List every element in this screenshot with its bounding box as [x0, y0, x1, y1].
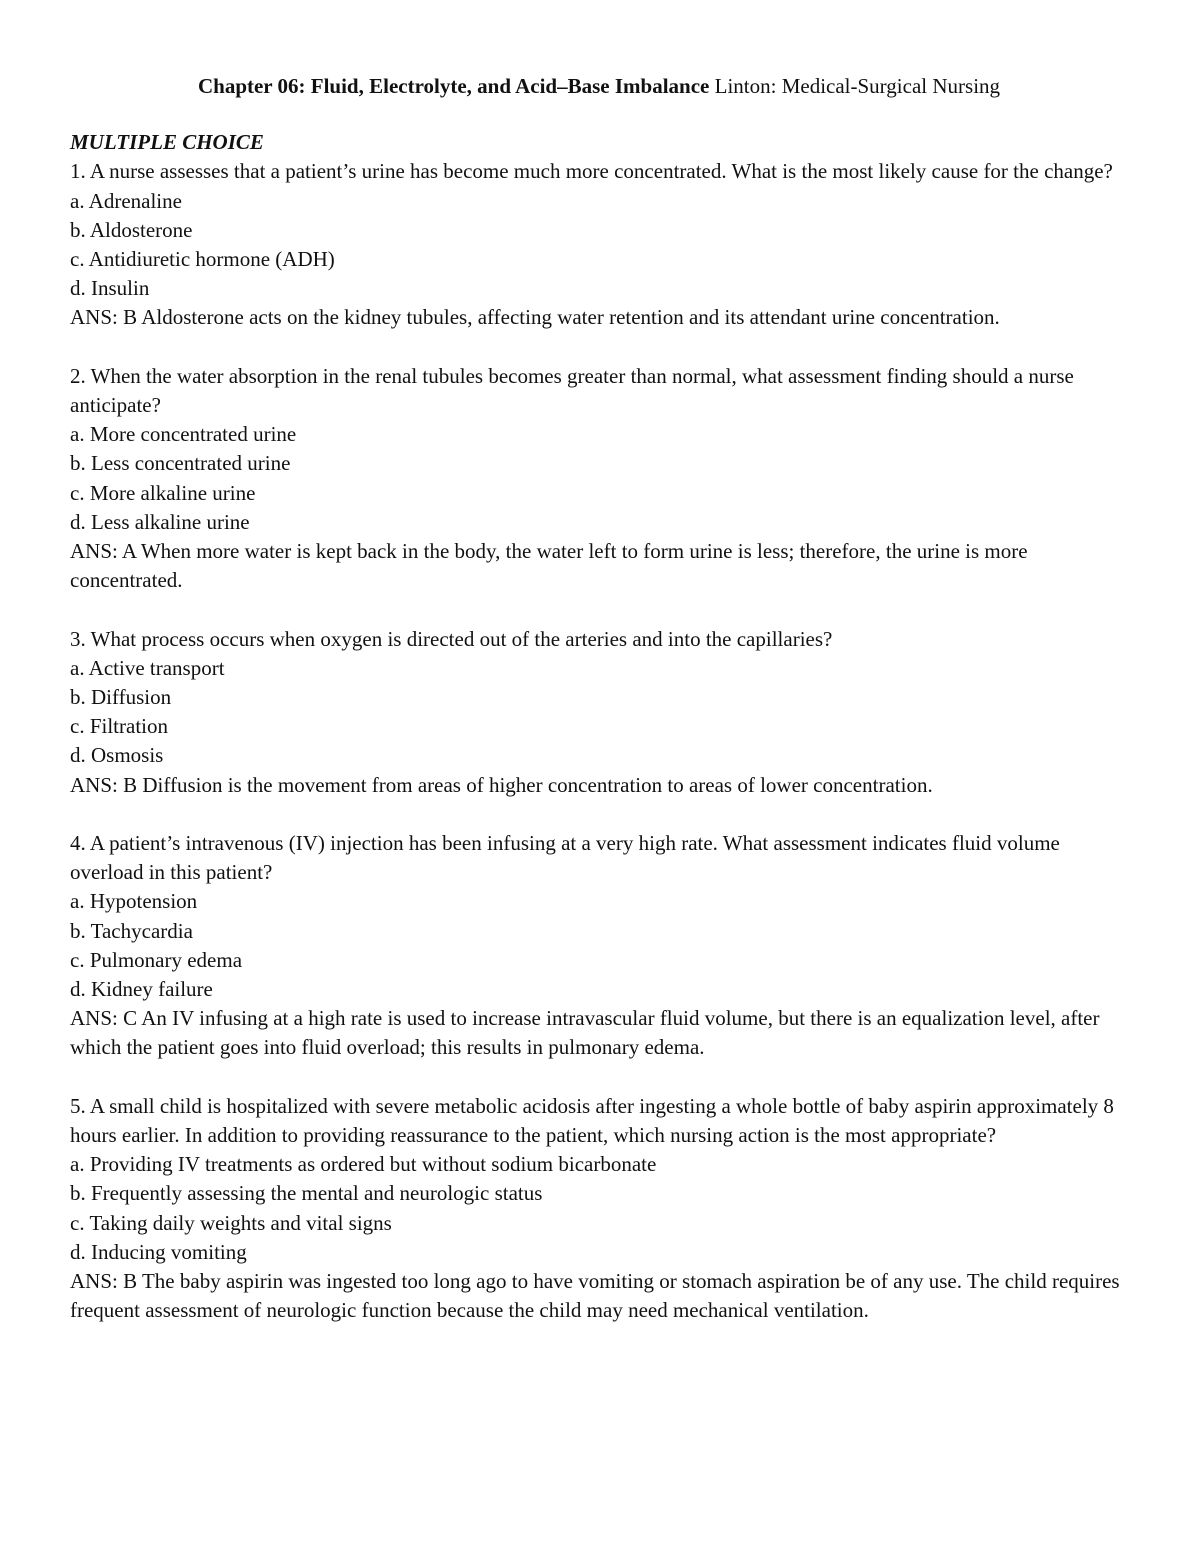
answer-options — [70, 654, 1128, 771]
option-b: b. Less concentrated urine — [70, 451, 291, 476]
option-a: a. Active transport — [70, 655, 225, 680]
option-c: c. Antidiuretic hormone (ADH) — [70, 247, 335, 272]
option-c: c. More alkaline urine — [70, 480, 256, 505]
option-d: d. Osmosis — [70, 743, 164, 768]
option-b: b. Diffusion — [70, 685, 172, 710]
question-stem: 2. When the water absorption in the renal tubules becomes greater than normal, what assessment finding should a nurse anticipate? — [70, 363, 1074, 418]
question-2 — [70, 362, 1128, 596]
option-d: d. Less alkaline urine — [70, 509, 250, 534]
option-d: d. Kidney failure — [70, 977, 213, 1002]
option-d: d. Inducing vomiting — [70, 1239, 247, 1264]
answer-rationale: ANS: B Aldosterone acts on the kidney tubules, affecting water retention and its attendant urine concentration. — [70, 305, 1000, 330]
document-page — [70, 70, 1128, 1355]
question-stem: 3. What process occurs when oxygen is directed out of the arteries and into the capillaries? — [70, 626, 833, 651]
question-stem: 1. A nurse assesses that a patient’s urine has become much more concentrated. What is the most likely cause for the change? — [70, 159, 1113, 184]
question-stem: 4. A patient’s intravenous (IV) injection has been infusing at a very high rate. What assessment indicates fluid volume overload in this patient? — [70, 831, 1060, 885]
option-b: b. Tachycardia — [70, 918, 193, 943]
answer-options — [70, 887, 1128, 1004]
answer-options — [70, 187, 1128, 304]
page-header — [70, 70, 1128, 102]
answer-rationale: ANS: A When more water is kept back in the body, the water left to form urine is less; therefore, the urine is more concentrated. — [70, 539, 1028, 593]
option-d: d. Insulin — [70, 276, 150, 301]
answer-options — [70, 1150, 1128, 1267]
question-5 — [70, 1092, 1128, 1326]
answer-rationale: ANS: C An IV infusing at a high rate is used to increase intravascular fluid volume, but there is an equalization level, after which the patient goes into fluid overload; this results in pulmonary edema. — [70, 1006, 1100, 1060]
book-title: Linton: Medical-Surgical Nursing — [714, 74, 1001, 98]
question-3 — [70, 625, 1128, 800]
option-a: a. Adrenaline — [70, 188, 182, 213]
option-a: a. Hypotension — [70, 889, 198, 914]
option-b: b. Aldosterone — [70, 217, 193, 242]
answer-rationale: ANS: B Diffusion is the movement from areas of higher concentration to areas of lower concentration. — [70, 772, 933, 797]
option-a: a. More concentrated urine — [70, 422, 297, 447]
option-c: c. Pulmonary edema — [70, 947, 243, 972]
option-c: c. Filtration — [70, 714, 168, 739]
answer-rationale: ANS: B The baby aspirin was ingested too long ago to have vomiting or stomach aspiration be of any use. The child requires frequent assessment of neurologic function because the child may need mechanical ventilation. — [70, 1269, 1120, 1323]
option-c: c. Taking daily weights and vital signs — [70, 1210, 392, 1235]
answer-options — [70, 420, 1128, 537]
question-stem: 5. A small child is hospitalized with severe metabolic acidosis after ingesting a whole bottle of baby aspirin approximately 8 hours earlier. In addition to providing reassurance to the patient, which nursing action is the most appropriate? — [70, 1093, 1114, 1148]
option-b: b. Frequently assessing the mental and neurologic status — [70, 1181, 543, 1206]
section-title: MULTIPLE CHOICE — [70, 130, 264, 154]
question-4 — [70, 829, 1128, 1063]
chapter-title: Chapter 06: Fluid, Electrolyte, and Acid–Base Imbalance — [197, 74, 710, 98]
question-1 — [70, 157, 1128, 332]
option-a: a. Providing IV treatments as ordered but without sodium bicarbonate — [70, 1152, 657, 1177]
